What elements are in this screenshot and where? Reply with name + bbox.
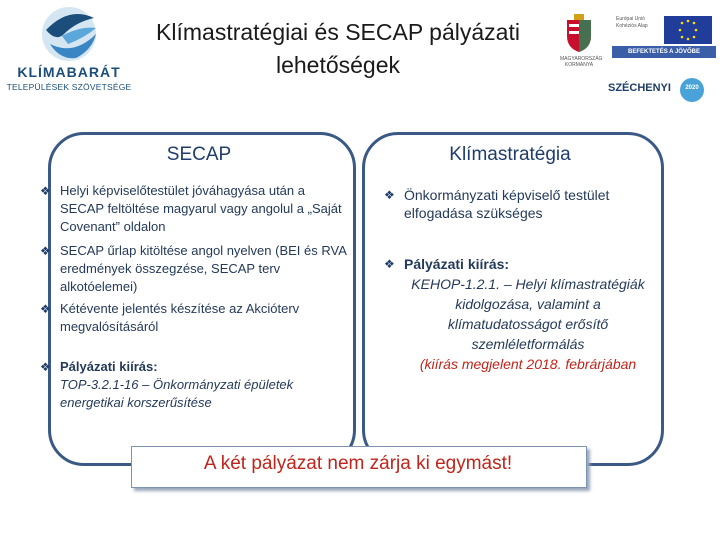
klimastrategia-tender-label: Pályázati kiírás:	[404, 256, 510, 272]
diamond-bullet-icon: ❖	[40, 184, 51, 198]
secap-heading: SECAP	[166, 144, 232, 165]
secap-tender-label: Pályázati kiírás:	[60, 359, 158, 374]
coat-of-arms-icon	[560, 12, 598, 54]
diamond-bullet-icon: ❖	[40, 302, 51, 316]
logo-name: KLÍMABARÁT	[17, 64, 121, 80]
diamond-bullet-icon: ❖	[40, 360, 51, 374]
secap-bullet-2-text: SECAP űrlap kitöltése angol nyelven (BEI és RVA eredmények összegzése, SECAP terv alkotóelemei)	[60, 243, 347, 294]
eu-funding-logo	[612, 12, 716, 58]
secap-bullet-3-text: Kétévente jelentés készítése az Akcióterv megvalósításáról	[60, 301, 300, 334]
page-title-line2: lehetőségek	[275, 52, 401, 78]
government-caption: MAGYARORSZÁG KORMÁNYA	[560, 56, 603, 68]
secap-bullet-3	[40, 300, 350, 336]
eu-fund-text: Európai Unió Kohéziós Alap	[616, 16, 648, 29]
page-title	[128, 16, 548, 82]
eu-slogan-bar: BEFEKTETÉS A JÖVŐBE	[612, 46, 716, 58]
diamond-bullet-icon: ❖	[384, 188, 395, 202]
diamond-bullet-icon: ❖	[384, 257, 395, 271]
szechenyi-text: SZÉCHENYI	[608, 82, 671, 94]
secap-tender-text: TOP-3.2.1-16 – Önkormányzati épületek energetikai korszerűsítése	[60, 377, 294, 410]
globe-icon	[4, 4, 134, 64]
diamond-bullet-icon: ❖	[40, 244, 51, 258]
klimabarat-logo	[4, 4, 134, 96]
secap-tender	[40, 358, 350, 412]
eu-flag-icon	[664, 16, 712, 44]
klimastrategia-tender-note: (kiírás megjelent 2018. febrárjában	[419, 356, 637, 372]
logo-subtitle: TELEPÜLÉSEK SZÖVETSÉGE	[6, 82, 132, 92]
szechenyi-badge-text: 2020	[685, 85, 699, 91]
government-logo	[560, 12, 603, 76]
szechenyi-badge-icon	[680, 78, 704, 102]
klimastrategia-bullet-1	[384, 186, 652, 222]
klimastrategia-tender	[384, 254, 652, 374]
secap-bullet-1-text: Helyi képviselőtestület jóváhagyása után a SECAP feltöltése magyarul vagy angolul a „Saját Covenant” oldalon	[60, 183, 342, 234]
secap-bullet-2	[40, 242, 350, 296]
klimastrategia-tender-text: KEHOP-1.2.1. – Helyi klímastratégiák kidolgozása, valamint a klímatudatosságot erősítő szemléletformálás	[411, 276, 645, 352]
klimastrategia-heading: Klímastratégia	[449, 144, 571, 165]
szechenyi-logo	[608, 78, 708, 102]
footer-callout-text: A két pályázat nem zárja ki egymást!	[203, 453, 513, 474]
page-title-line1: Klímastratégiai és SECAP pályázati	[156, 19, 520, 45]
secap-bullet-1	[40, 182, 350, 236]
klimastrategia-bullet-1-text: Önkormányzati képviselő testület elfogadása szükséges	[404, 187, 610, 221]
